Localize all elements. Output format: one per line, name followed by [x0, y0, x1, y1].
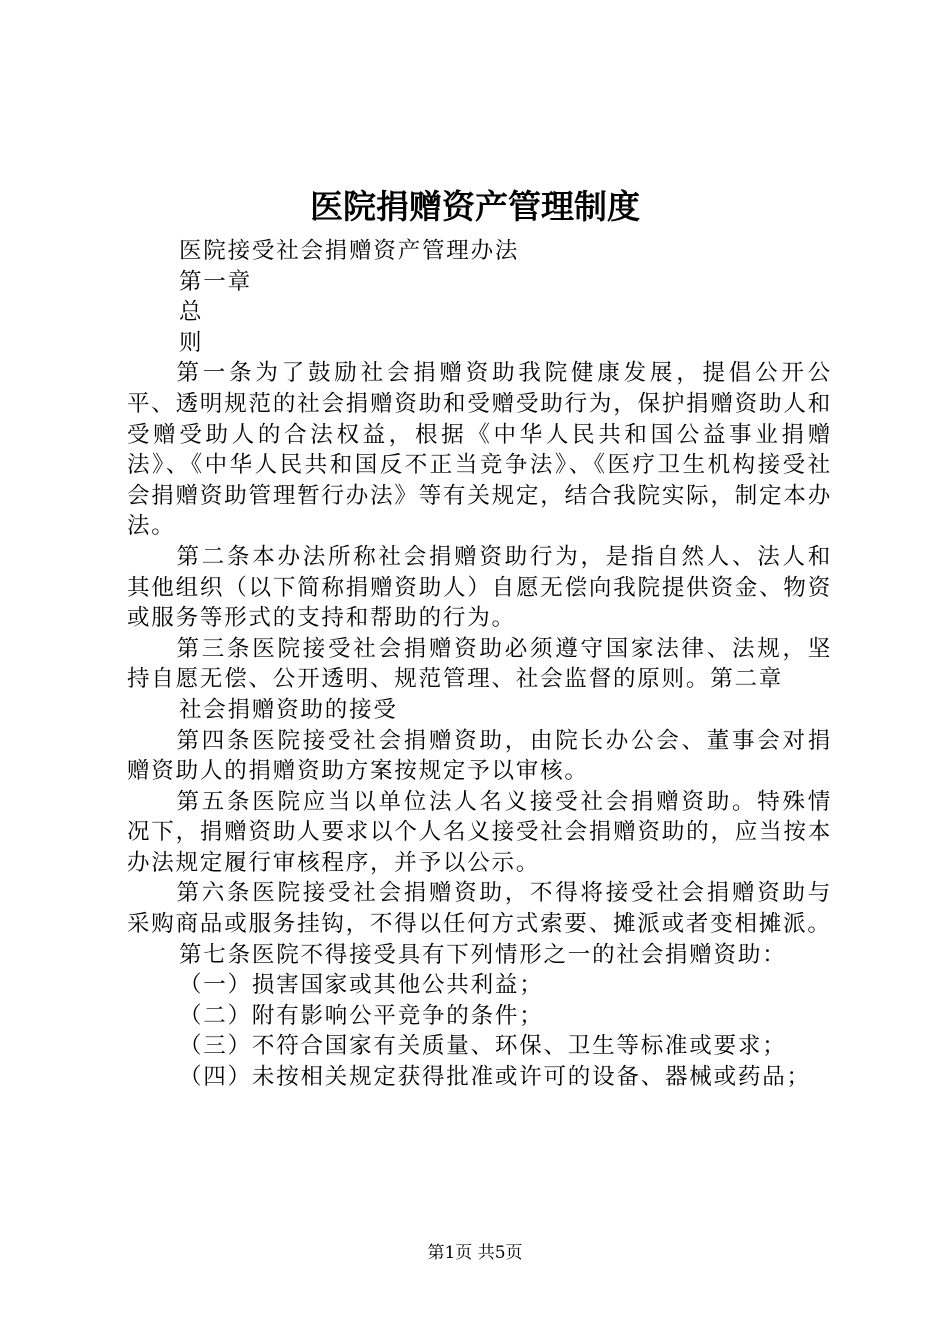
- article-2: 第二条本办法所称社会捐赠资助行为，是指自然人、法人和其他组织（以下简称捐赠资助人）自愿无偿向我院提供资金、物资或服务等形式的支持和帮助的行为。: [127, 543, 832, 632]
- article-1: 第一条为了鼓励社会捐赠资助我院健康发展，提倡公开公平、透明规范的社会捐赠资助和受赠受助行为，保护捐赠资助人和受赠受助人的合法权益，根据《中华人民共和国公益事业捐赠法》、《中华人民共和国反不正当竞争法》、《医疗卫生机构接受社会捐赠资助管理暂行办法》等有关规定，结合我院实际，制定本办法。: [127, 360, 832, 540]
- subtitle: 医院接受社会捐赠资产管理办法: [179, 238, 520, 264]
- list-item-4: （四）未按相关规定获得批准或许可的设备、器械或药品；: [179, 1064, 811, 1091]
- article-6: 第六条医院接受社会捐赠资助，不得将接受社会捐赠资助与采购商品或服务挂钩，不得以任何方式索要、摊派或者变相摊派。: [127, 880, 832, 938]
- page-number: 第1页 共5页: [427, 1243, 523, 1263]
- article-7: 第七条医院不得接受具有下列情形之一的社会捐赠资助：: [179, 941, 787, 968]
- list-item-3: （三）不符合国家有关质量、环保、卫生等标准或要求；: [179, 1033, 787, 1060]
- list-item-2: （二）附有影响公平竞争的条件；: [179, 1002, 544, 1029]
- article-5: 第五条医院应当以单位法人名义接受社会捐赠资助。特殊情况下，捐赠资助人要求以个人名义接受社会捐赠资助的，应当按本办法规定履行审核程序，并予以公示。: [127, 788, 832, 876]
- chapter-1-word-1: 总: [179, 299, 204, 326]
- article-3: 第三条医院接受社会捐赠资助必须遵守国家法律、法规，坚持自愿无偿、公开透明、规范管理、社会监督的原则。第二章: [127, 635, 832, 693]
- document-body: [127, 236, 832, 1093]
- chapter-1-heading: 第一章: [179, 268, 252, 295]
- document-title: 医院捐赠资产管理制度: [310, 187, 640, 226]
- article-4: 第四条医院接受社会捐赠资助，由院长办公会、董事会对捐赠资助人的捐赠资助方案按规定予以审核。: [127, 727, 832, 785]
- chapter-2-title: 社会捐赠资助的接受: [179, 696, 398, 723]
- chapter-1-word-2: 则: [179, 329, 204, 356]
- list-item-1: （一）损害国家或其他公共利益；: [179, 972, 544, 999]
